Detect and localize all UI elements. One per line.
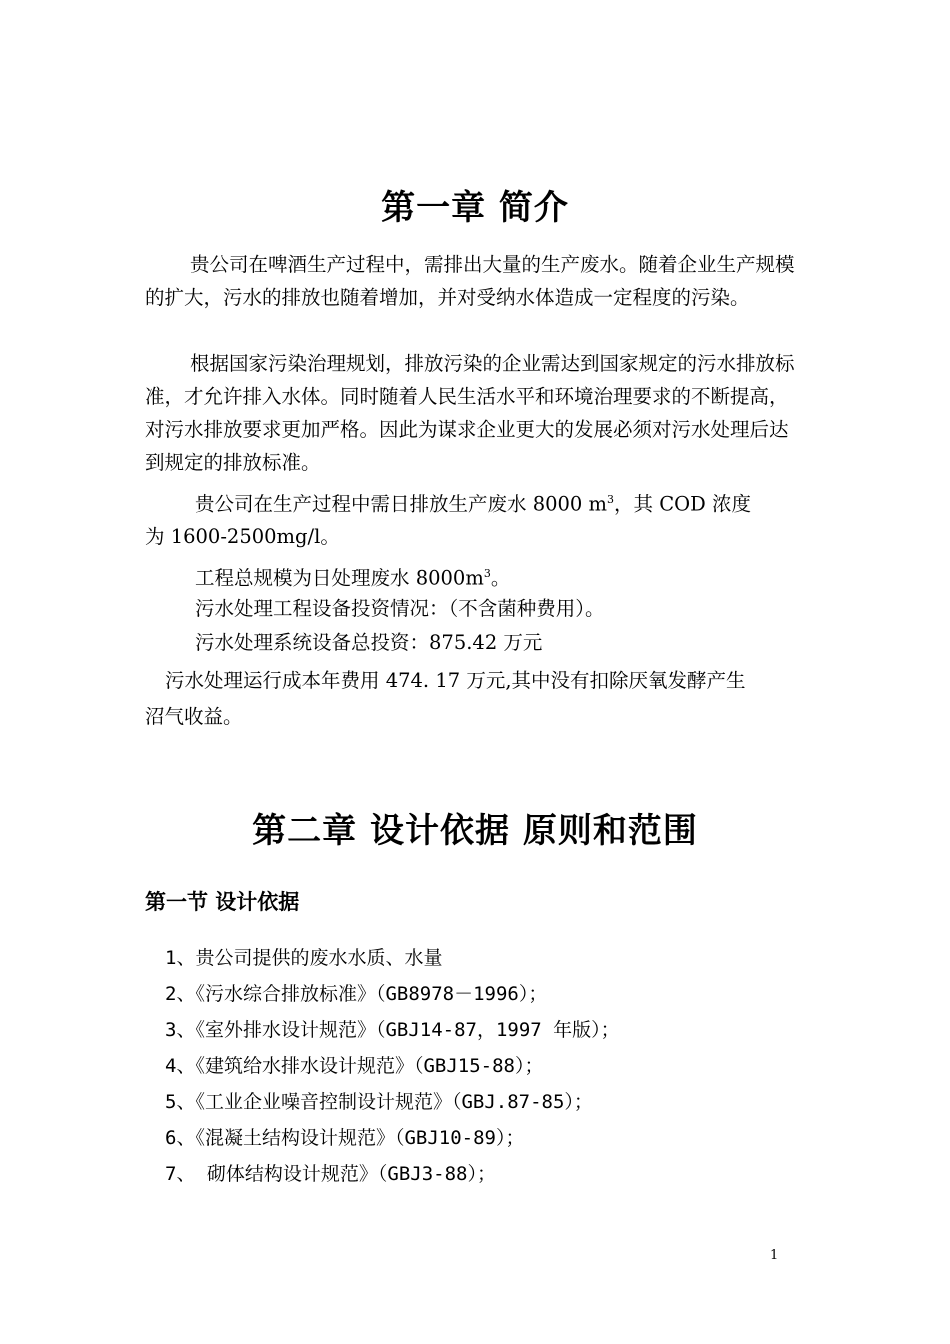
chapter-1-paragraph-5: 污水处理工程设备投资情况：（不含菌种费用）。 — [195, 597, 605, 620]
superscript: 3 — [607, 493, 615, 506]
chapter-1-paragraph-7-line-1: 污水处理运行成本年费用 474. 17 万元,其中没有扣除厌氧发酵产生 — [165, 669, 746, 692]
design-basis-list — [165, 940, 620, 1192]
scale-text: 工程总规模为日处理废水 8000m — [195, 566, 484, 590]
list-item: 3、《室外排水设计规范》（GBJ14-87，1997 年版）； — [165, 1019, 620, 1041]
chapter-1-paragraph-2: 根据国家污染治理规划，排放污染的企业需达到国家规定的污水排放标准，才允许排入水体。同时随着人民生活水平和环境治理要求的不断提高，对污水排放要求更加严格。因此为谋求企业更大的发展必须对污水处理后达到规定的排放标准。 — [145, 352, 795, 474]
chapter-1-paragraph-3-line-1 — [195, 483, 751, 521]
list-item: 2、《污水综合排放标准》（GB8978－1996）； — [165, 983, 548, 1005]
chapter-1-paragraph-4 — [195, 557, 510, 595]
superscript: 3 — [483, 567, 491, 580]
chapter-1-title: 第一章 简介 — [381, 188, 569, 228]
list-item: 5、《工业企业噪音控制设计规范》（GBJ.87-85）； — [165, 1091, 593, 1113]
page-number: 1 — [770, 1248, 779, 1263]
wastewater-volume-text: 贵公司在生产过程中需日排放生产废水 8000 m — [195, 492, 608, 516]
chapter-2-title: 第二章 设计依据 原则和范围 — [252, 811, 698, 851]
list-item: 6、《混凝土结构设计规范》（GBJ10-89）； — [165, 1127, 525, 1149]
list-item: 1、贵公司提供的废水水质、水量 — [165, 947, 443, 969]
section-1-title: 第一节 设计依据 — [145, 890, 300, 914]
chapter-1-paragraph-1: 贵公司在啤酒生产过程中，需排出大量的生产废水。随着企业生产规模的扩大，污水的排放也随着增加，并对受纳水体造成一定程度的污染。 — [145, 253, 795, 309]
chapter-1-paragraph-6: 污水处理系统设备总投资：875.42 万元 — [195, 631, 543, 654]
chapter-1-paragraph-3-line-2: 为 1600-2500mg/l。 — [145, 525, 340, 548]
chapter-1-paragraph-7-line-2: 沼气收益。 — [145, 705, 243, 728]
cod-text: ，其 COD 浓度 — [614, 492, 751, 516]
scale-text-end: 。 — [490, 566, 511, 590]
list-item: 7、 砌体结构设计规范》（GBJ3-88）； — [165, 1163, 496, 1185]
list-item: 4、《建筑给水排水设计规范》（GBJ15-88）； — [165, 1055, 544, 1077]
